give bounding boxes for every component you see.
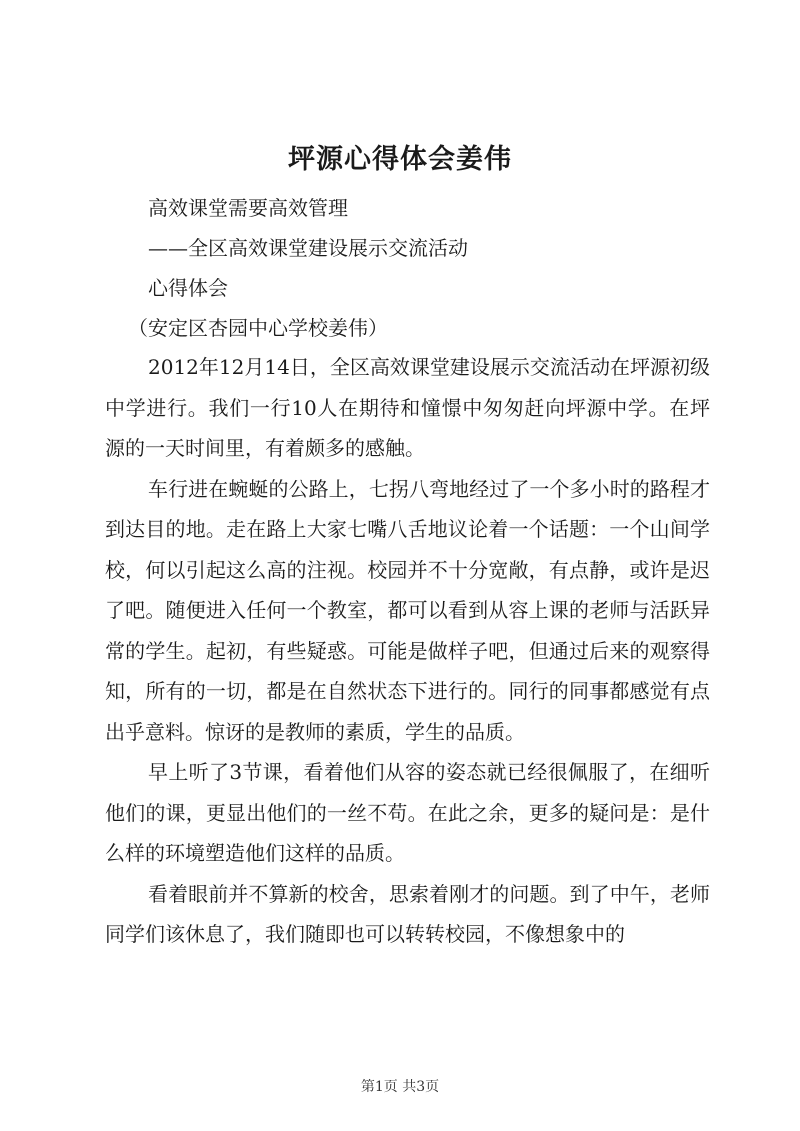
subtitle-line: 高效课堂需要高效管理 bbox=[148, 196, 348, 220]
document-title: 坪源心得体会姜伟 bbox=[288, 144, 512, 175]
body-paragraph: 早上听了3节课，看着他们从容的姿态就已经很佩服了，在细听他们的课，更显出他们的一丝不苟。在此之余，更多的疑问是：是什么样的环境塑造他们这样的品质。 bbox=[105, 760, 710, 865]
page-footer: 第1页 共3页 bbox=[360, 1079, 440, 1095]
body-paragraph: 车行进在蜿蜒的公路上，七拐八弯地经过了一个多小时的路程才到达目的地。走在路上大家七嘴八舌地议论着一个话题：一个山间学校，何以引起这么高的注视。校园并不十分宽敞，有点静，或许是迟了吧。随便进入任何一个教室，都可以看到从容上课的老师与活跃异常的学生。起初，有些疑惑。可能是做样子吧，但通过后来的观察得知，所有的一切，都是在自然状态下进行的。同行的同事都感觉有点出乎意料。惊讶的是教师的素质，学生的品质。 bbox=[105, 476, 710, 744]
subtitle-line: 心得体会 bbox=[148, 276, 228, 300]
body-paragraph: 看着眼前并不算新的校舍，思索着刚才的问题。到了中午，老师同学们该休息了，我们随即也可以转转校园，不像想象中的 bbox=[105, 881, 710, 946]
subtitle-line: ——全区高效课堂建设展示交流活动 bbox=[148, 236, 468, 260]
author-line: （安定区杏园中心学校姜伟） bbox=[128, 316, 388, 340]
body-paragraph: 2012年12月14日，全区高效课堂建设展示交流活动在坪源初级中学进行。我们一行10人在期待和憧憬中匆匆赶向坪源中学。在坪源的一天时间里，有着颇多的感触。 bbox=[105, 355, 710, 460]
document-body bbox=[105, 347, 710, 955]
